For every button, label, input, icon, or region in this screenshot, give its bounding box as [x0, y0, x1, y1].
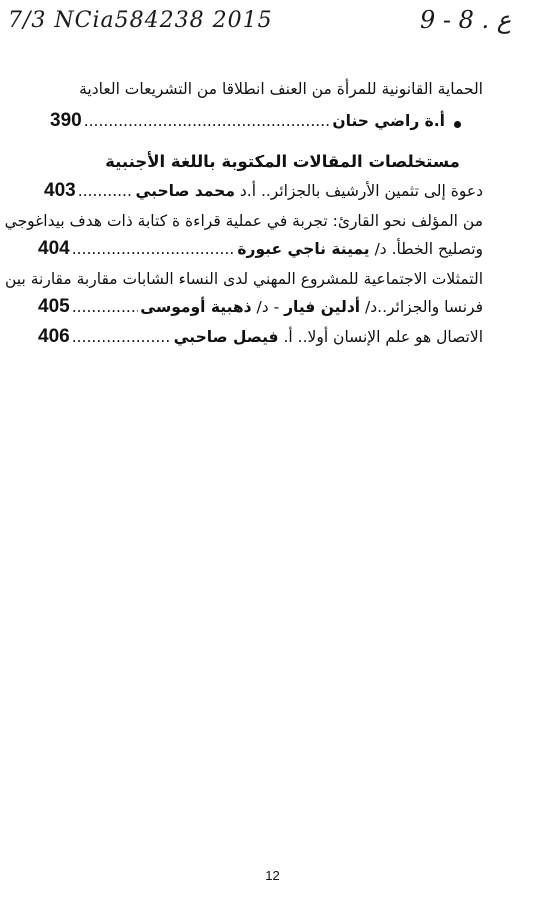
handwritten-reference-note: 7/3 NCia584238 2015: [8, 8, 273, 33]
toc-entry-page: 403: [44, 180, 76, 201]
toc-entry-title-cont: وتصليح الخطأ. د/ يمينة ناجي عبورة: [237, 240, 483, 258]
toc-entry-title: الحماية القانونية للمرأة من العنف انطلاقا من التشريعات العادية: [79, 80, 483, 98]
toc-entry-author: أ.ة راضي حنان: [332, 112, 445, 130]
toc-entry-author: محمد صاحبي: [135, 182, 235, 200]
toc-entry-row: [44, 180, 483, 202]
toc-entry-title: دعوة إلى تثمين الأرشيف بالجزائر.. أ.د محمد صاحبي: [135, 182, 483, 200]
toc-entry-title: التمثلات الاجتماعية للمشروع المهني لدى النساء الشابات مقاربة مقارنة بين: [5, 270, 483, 288]
toc-leader-dots: [72, 326, 172, 348]
toc-entry-row: [50, 110, 445, 132]
toc-leader-dots: [78, 180, 134, 202]
handwritten-shelf-code: 9 - 8 . ع: [420, 6, 512, 34]
toc-entry-page: 390: [50, 110, 82, 131]
toc-entry-row: [38, 238, 483, 260]
toc-entry-author: فيصل صاحبي: [173, 328, 279, 346]
toc-entry-title-cont: فرنسا والجزائر..د/ أدلين فيار - د/ ذهبية أوموسى: [140, 298, 483, 316]
toc-entry-page: 406: [38, 326, 70, 347]
toc-entry-row: [38, 326, 483, 348]
toc-entry-page: 404: [38, 238, 70, 259]
toc-entry-title: الاتصال هو علم الإنسان أولا.. أ. فيصل صاحبي: [173, 328, 483, 346]
toc-entry-page: 405: [38, 296, 70, 317]
toc-leader-dots: [72, 296, 139, 318]
bullet-icon: [454, 121, 461, 128]
toc-leader-dots: [72, 238, 236, 260]
toc-entry-title: من المؤلف نحو القارئ: تجربة في عملية قراءة ة كتابة ذات هدف بيداغوجي: [4, 212, 483, 230]
toc-entry-row: [38, 296, 483, 318]
toc-entry-author: يمينة ناجي عبورة: [237, 240, 370, 258]
section-heading: مستخلصات المقالات المكتوبة باللغة الأجنبية: [105, 152, 460, 171]
toc-leader-dots: [84, 110, 331, 132]
toc-entry-author: ذهبية أوموسى: [140, 298, 252, 316]
toc-entry-author: أدلين فيار: [284, 298, 361, 316]
page-number: 12: [265, 868, 280, 883]
